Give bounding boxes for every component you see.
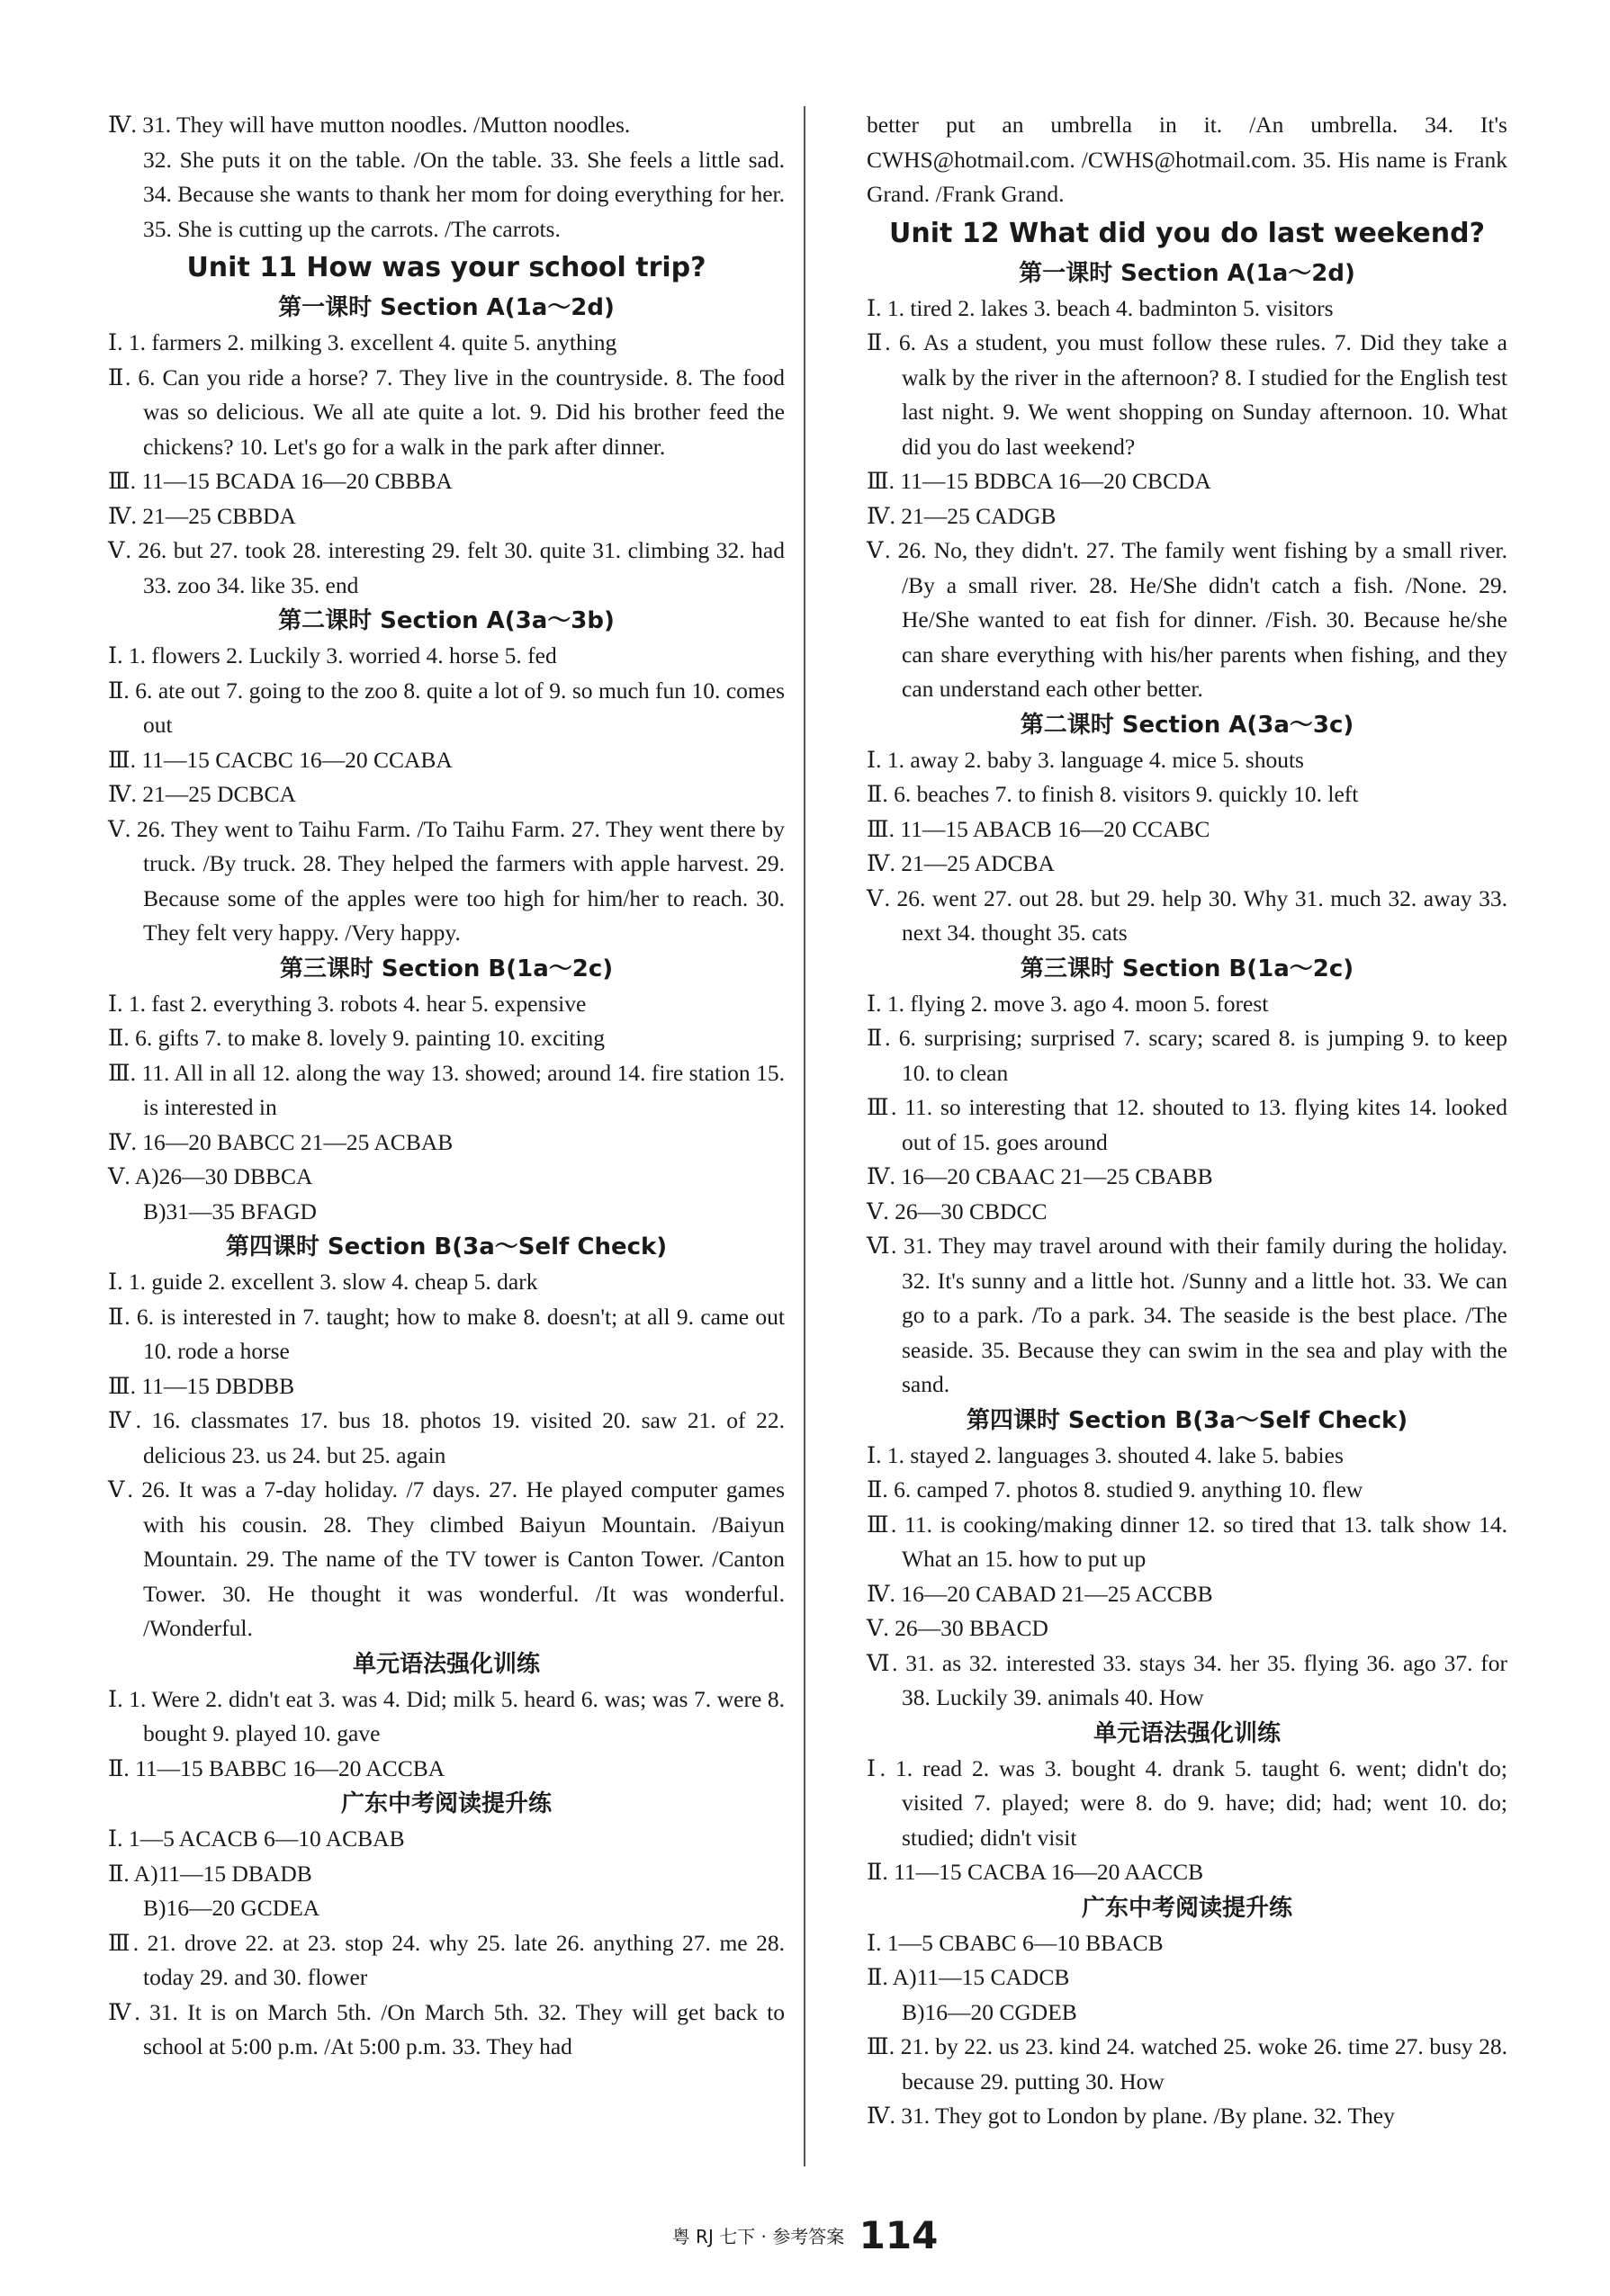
- answer-line: Ⅰ. 1. Were 2. didn't eat 3. was 4. Did; milk 5. heard 6. was; was 7. were 8. bought 9. played 10. gave: [108, 1685, 785, 1746]
- answer-line: Ⅳ. 16. classmates 17. bus 18. photos 19. visited 20. saw 21. of 22. delicious 23. us 24. but 25. again: [108, 1407, 785, 1468]
- answer-line: Ⅱ. 6. camped 7. photos 8. studied 9. anything 10. flew: [867, 1476, 1363, 1502]
- answer-line: Ⅰ. 1—5 ACACB 6—10 ACBAB: [108, 1825, 405, 1852]
- answer-line: Ⅰ. 1. flowers 2. Luckily 3. worried 4. horse 5. fed: [108, 642, 557, 668]
- answer-line: Ⅳ. 16—20 BABCC 21—25 ACBAB: [108, 1128, 454, 1155]
- page-footer: [0, 2213, 1610, 2257]
- section-title: 第四课时 Section B(3a～Self Check): [225, 1233, 668, 1260]
- answer-line: Ⅰ. 1. flying 2. move 3. ago 4. moon 5. forest: [867, 990, 1269, 1017]
- answer-line: Ⅳ. 21—25 CADGB: [867, 502, 1057, 529]
- answer-line: Ⅳ. 31. It is on March 5th. /On March 5th. 32. They will get back to school at 5:00 p.m. /At 5:00 p.m. 33. They had: [108, 1998, 785, 2059]
- answer-line: Ⅴ. 26. It was a 7-day holiday. /7 days. 27. He played computer games with his cousin. 28. They climbed Baiyun Mountain. /Baiyun Mountain. 29. The name of the TV tower is Canton Tower. /Canton Tower. 30. He thought it was wonderful. /It was wonderful. /Wonderful.: [108, 1476, 785, 1641]
- answer-line: Ⅱ. 11—15 CACBA 16—20 AACCB: [867, 1859, 1204, 1885]
- answer-line: Ⅰ. 1. read 2. was 3. bought 4. drank 5. taught 6. went; didn't do; visited 7. played; were 8. do 9. have; did; had; went 10. do; studied; didn't visit: [867, 1754, 1507, 1851]
- answer-line: B)16—20 CGDEB: [902, 1998, 1077, 2025]
- answer-line: Ⅲ. 11. is cooking/making dinner 12. so tired that 13. talk show 14. What an 15. how to put up: [867, 1511, 1507, 1572]
- section-title: 第二课时 Section A(3a～3c): [1020, 711, 1354, 739]
- answer-line: Ⅰ. 1. farmers 2. milking 3. excellent 4. quite 5. anything: [108, 329, 617, 355]
- answer-line: Ⅴ. 26—30 CBDCC: [867, 1197, 1048, 1224]
- answer-line: Ⅲ. 11—15 BCADA 16—20 CBBBA: [108, 468, 453, 494]
- unit-title: Unit 12 What did you do last weekend?: [889, 217, 1485, 249]
- answer-line: Ⅰ. 1. tired 2. lakes 3. beach 4. badminton 5. visitors: [867, 294, 1334, 321]
- answer-line: Ⅲ. 11. so interesting that 12. shouted to 13. flying kites 14. looked out of 15. goes around: [867, 1094, 1507, 1155]
- unit-title: Unit 11 How was your school trip?: [186, 252, 706, 283]
- answer-line: Ⅲ. 21. by 22. us 23. kind 24. watched 25. woke 26. time 27. busy 28. because 29. putting 30. How: [867, 2033, 1507, 2094]
- section-title: 第二课时 Section A(3a～3b): [278, 607, 615, 634]
- answer-line: Ⅱ. 11—15 BABBC 16—20 ACCBA: [108, 1754, 445, 1781]
- answer-line: Ⅵ. 31. as 32. interested 33. stays 34. her 35. flying 36. ago 37. for 38. Luckily 39. animals 40. How: [867, 1649, 1507, 1710]
- section-title: 第三课时 Section B(1a～2c): [279, 955, 614, 982]
- answer-line: Ⅲ. 11—15 CACBC 16—20 CCABA: [108, 746, 453, 773]
- answer-line: Ⅳ. 21—25 CBBDA: [108, 502, 296, 529]
- answer-line: Ⅲ. 11—15 DBDBB: [108, 1372, 295, 1399]
- section-title: 广东中考阅读提升练: [1081, 1894, 1292, 1922]
- answer-line: Ⅱ. 6. Can you ride a horse? 7. They live in the countryside. 8. The food was so delicious. We all ate quite a lot. 9. Did his brother feed the chickens? 10. Let's go for a walk in the park after dinner.: [108, 363, 785, 460]
- answer-line: Ⅲ. 11—15 ABACB 16—20 CCABC: [867, 815, 1210, 842]
- section-title: 第三课时 Section B(1a～2c): [1020, 955, 1354, 982]
- answer-line: Ⅴ. A)26—30 DBBCA: [108, 1163, 313, 1189]
- answer-line: B)31—35 BFAGD: [143, 1197, 317, 1224]
- answer-line: Ⅱ. 6. is interested in 7. taught; how to make 8. doesn't; at all 9. came out 10. rode a horse: [108, 1303, 785, 1364]
- footer-label: 粤 RJ 七下 · 参考答案: [671, 2226, 845, 2247]
- answer-line: Ⅳ. 16—20 CABAD 21—25 ACCBB: [867, 1580, 1213, 1607]
- answer-line: Ⅰ. 1—5 CBABC 6—10 BBACB: [867, 1929, 1164, 1956]
- answer-line: Ⅲ. 11—15 BDBCA 16—20 CBCDA: [867, 468, 1211, 494]
- answer-line: better put an umbrella in it. /An umbrella. 34. It's CWHS@hotmail.com. /CWHS@hotmail.com. 35. His name is Frank Grand. /Frank Grand.: [867, 112, 1507, 207]
- answer-line: Ⅴ. 26. but 27. took 28. interesting 29. felt 30. quite 31. climbing 32. had 33. zoo 34. like 35. end: [108, 537, 785, 598]
- answer-line: B)16—20 GCDEA: [143, 1895, 320, 1921]
- answer-line: Ⅱ. 6. ate out 7. going to the zoo 8. quite a lot of 9. so much fun 10. comes out: [108, 677, 785, 738]
- left-column: [108, 108, 785, 2065]
- section-title: 单元语法强化训练: [1093, 1719, 1281, 1747]
- answer-line: 32. She puts it on the table. /On the table. 33. She feels a little sad. 34. Because she wants to thank her mom for doing everything for her. 35. She is cutting up the carrots. /The carrots.: [143, 146, 785, 242]
- answer-line: Ⅳ. 31. They will have mutton noodles. /Mutton noodles.: [108, 112, 631, 138]
- answer-line: Ⅴ. 26—30 BBACD: [867, 1615, 1048, 1641]
- answer-line: Ⅱ. A)11—15 CADCB: [867, 1964, 1070, 1990]
- right-column: [867, 108, 1507, 2134]
- column-divider: [804, 106, 805, 2166]
- answer-line: Ⅴ. 26. went 27. out 28. but 29. help 30. Why 31. much 32. away 33. next 34. thought 35. cats: [867, 884, 1507, 946]
- section-title: 单元语法强化训练: [352, 1650, 540, 1678]
- answer-line: Ⅳ. 21—25 DCBCA: [108, 781, 296, 807]
- answer-line: Ⅵ. 31. They may travel around with their family during the holiday. 32. It's sunny and a little hot. /Sunny and a little hot. 33. We can go to a park. /To a park. 34. The seaside is the best place. /The seaside. 35. Because they can swim in the sea and play with the sand.: [867, 1233, 1507, 1397]
- answer-line: Ⅰ. 1. fast 2. everything 3. robots 4. hear 5. expensive: [108, 990, 587, 1017]
- section-title: 第一课时 Section A(1a～2d): [278, 294, 615, 321]
- answer-line: Ⅱ. 6. surprising; surprised 7. scary; scared 8. is jumping 9. to keep 10. to clean: [867, 1025, 1507, 1086]
- section-title: 第四课时 Section B(3a～Self Check): [966, 1406, 1408, 1434]
- answer-line: Ⅰ. 1. away 2. baby 3. language 4. mice 5. shouts: [867, 746, 1304, 773]
- answer-line: Ⅴ. 26. They went to Taihu Farm. /To Taihu Farm. 27. They went there by truck. /By truck. 28. They helped the farmers with apple harvest. 29. Because some of the apples were too high for him/her to reach. 30. They felt very happy. /Very happy.: [108, 815, 785, 946]
- answer-line: Ⅰ. 1. stayed 2. languages 3. shouted 4. lake 5. babies: [867, 1441, 1344, 1468]
- answer-line: Ⅱ. 6. gifts 7. to make 8. lovely 9. painting 10. exciting: [108, 1025, 606, 1051]
- section-title: 第一课时 Section A(1a～2d): [1019, 259, 1355, 287]
- answer-line: Ⅳ. 21—25 ADCBA: [867, 850, 1055, 876]
- answer-line: Ⅰ. 1. guide 2. excellent 3. slow 4. cheap 5. dark: [108, 1269, 538, 1295]
- answer-line: Ⅱ. 6. As a student, you must follow these rules. 7. Did they take a walk by the river in the afternoon? 8. I studied for the English test last night. 9. We went shopping on Sunday afternoon. 10. What did you do last weekend?: [867, 329, 1507, 460]
- answer-line: Ⅴ. 26. No, they didn't. 27. The family went fishing by a small river. /By a small river. 28. He/She didn't catch a fish. /None. 29. He/She wanted to eat fish for dinner. /Fish. 30. Because he/she can share everything with his/her parents when fishing, and they can understand each other better.: [867, 537, 1507, 702]
- answer-line: Ⅱ. 6. beaches 7. to finish 8. visitors 9. quickly 10. left: [867, 781, 1359, 807]
- answer-line: Ⅳ. 31. They got to London by plane. /By plane. 32. They: [867, 2103, 1395, 2129]
- answer-line: Ⅲ. 11. All in all 12. along the way 13. showed; around 14. fire station 15. is interested in: [108, 1059, 785, 1120]
- page-number: 114: [859, 2213, 939, 2257]
- answer-line: Ⅱ. A)11—15 DBADB: [108, 1860, 312, 1887]
- section-title: 广东中考阅读提升练: [340, 1790, 552, 1817]
- answer-line: Ⅳ. 16—20 CBAAC 21—25 CBABB: [867, 1163, 1213, 1189]
- answer-line: Ⅲ. 21. drove 22. at 23. stop 24. why 25. late 26. anything 27. me 28. today 29. and 30. flower: [108, 1929, 785, 1990]
